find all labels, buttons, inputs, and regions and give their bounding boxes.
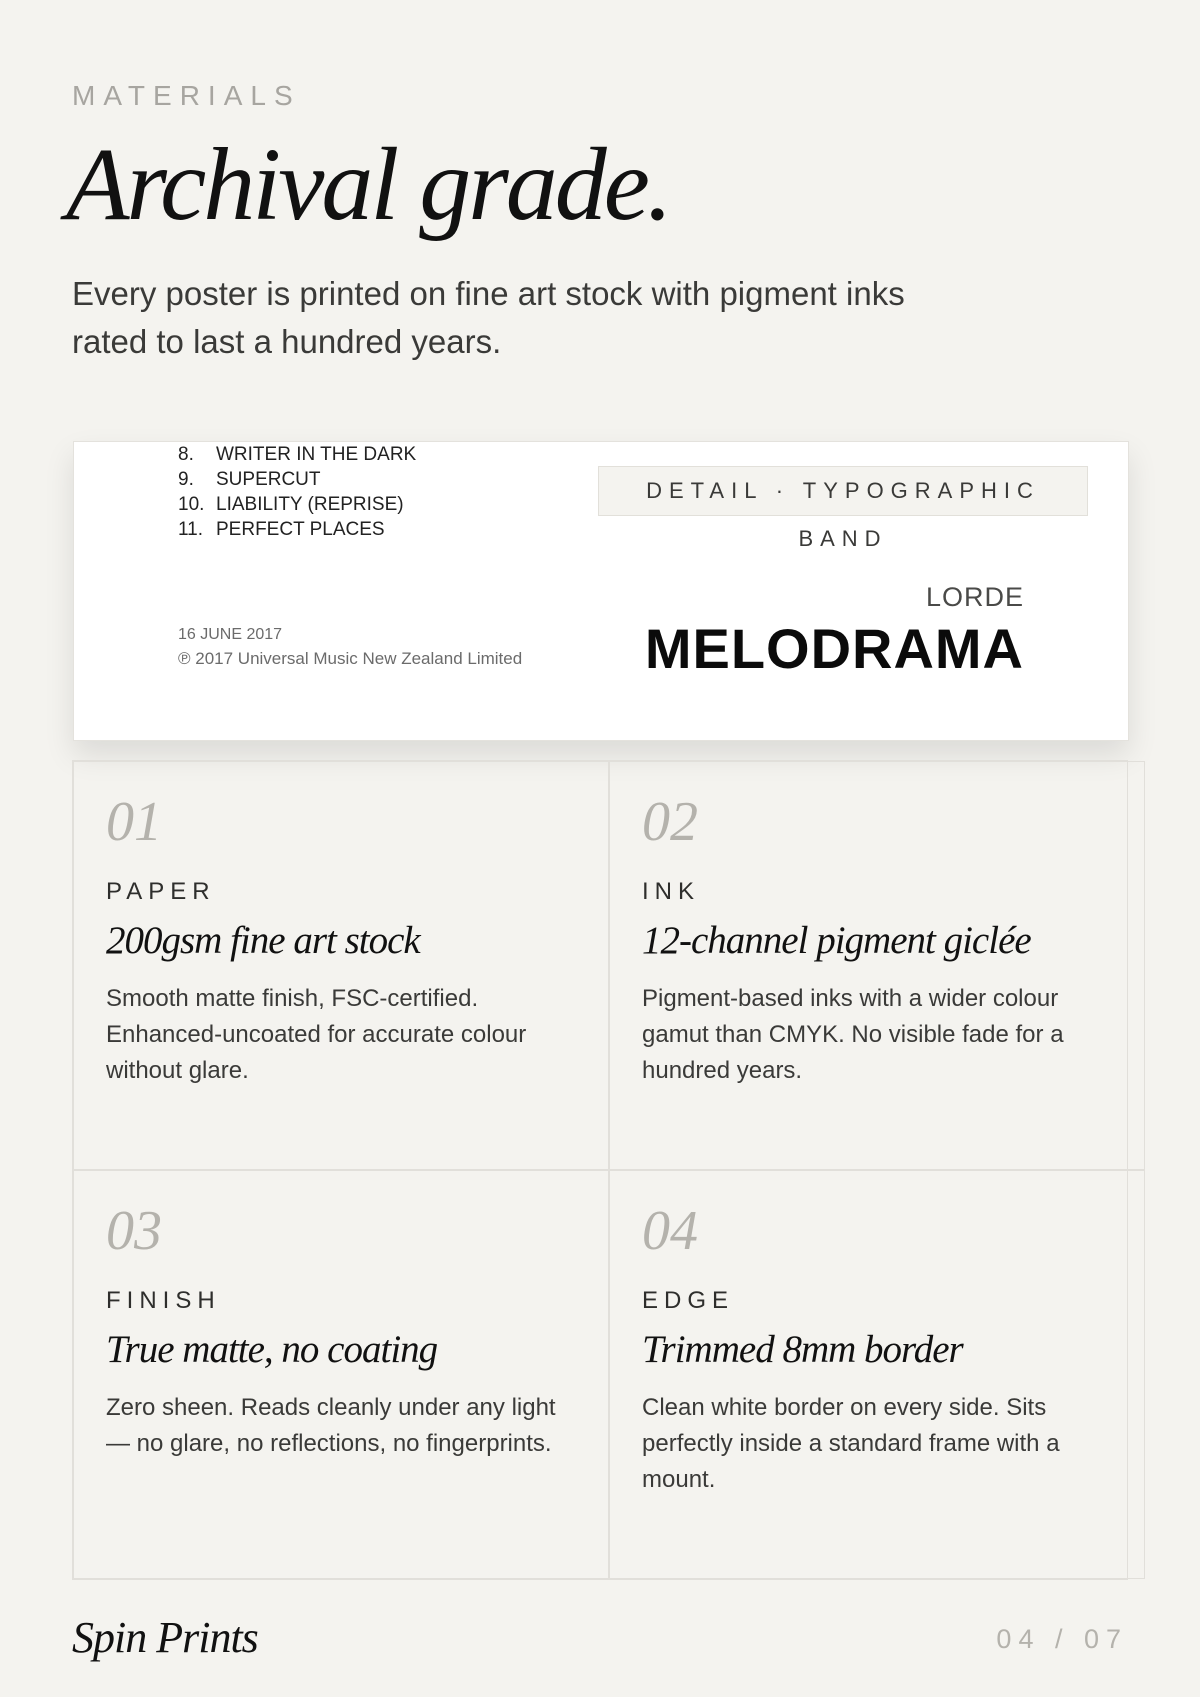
page-indicator: 04 / 07 [996,1624,1128,1654]
track-list [178,442,416,542]
track-item [178,517,416,542]
feature-number: 02 [642,791,698,853]
track-title: SUPERCUT [216,469,321,490]
feature-number: 03 [106,1200,162,1262]
track-number: 9. [178,469,194,490]
feature-finish [73,1170,609,1579]
release-date: 16 JUNE 2017 [178,626,283,643]
section-eyebrow: MATERIALS [72,80,301,111]
intro-text [72,270,972,366]
feature-body: Clean white border on every side. Sits perfectly inside a standard frame with a mount. [642,1394,1060,1493]
features-grid [72,760,1128,1580]
feature-heading: 200gsm fine art stock [106,919,420,962]
feature-ink [609,761,1145,1170]
feature-label: EDGE [642,1287,735,1314]
feature-label: PAPER [106,878,216,905]
track-title: LIABILITY (REPRISE) [216,494,404,515]
track-number: 10. [178,494,205,515]
feature-number: 01 [106,791,162,853]
intro-line: Every poster is printed on fine art stock with pigment inks [72,275,905,312]
intro-line: rated to last a hundred years. [72,323,502,360]
copyright-line: ℗ 2017 Universal Music New Zealand Limited [178,649,523,668]
feature-edge [609,1170,1145,1579]
feature-paper [73,761,609,1170]
track-title: WRITER IN THE DARK [216,444,417,465]
feature-body: Zero sheen. Reads cleanly under any light — no glare, no reflections, no fingerprints. [106,1394,556,1457]
track-item [178,492,416,517]
artist-name: LORDE [925,582,1024,612]
feature-body: Pigment-based inks with a wider colour gamut than CMYK. No visible fade for a hundred years. [642,985,1064,1084]
track-title: PERFECT PLACES [216,519,385,540]
track-item [178,467,416,492]
track-number: 8. [178,444,194,465]
feature-heading: Trimmed 8mm border [642,1328,963,1371]
detail-tag: DETAIL · TYPOGRAPHIC BAND [598,466,1088,516]
feature-heading: 12-channel pigment giclée [642,919,1031,962]
feature-label: FINISH [106,1287,221,1314]
track-number: 11. [178,519,204,540]
feature-body: Smooth matte finish, FSC-certified. Enhanced-uncoated for accurate colour without glare. [106,985,527,1084]
page-title: Archival grade. [66,127,670,242]
feature-heading: True matte, no coating [106,1328,438,1371]
album-title: MELODRAMA [644,617,1024,680]
detail-card [73,441,1129,741]
track-item [178,442,416,467]
feature-number: 04 [642,1200,698,1262]
feature-label: INK [642,878,701,905]
brand-logo: Spin Prints [72,1613,258,1662]
